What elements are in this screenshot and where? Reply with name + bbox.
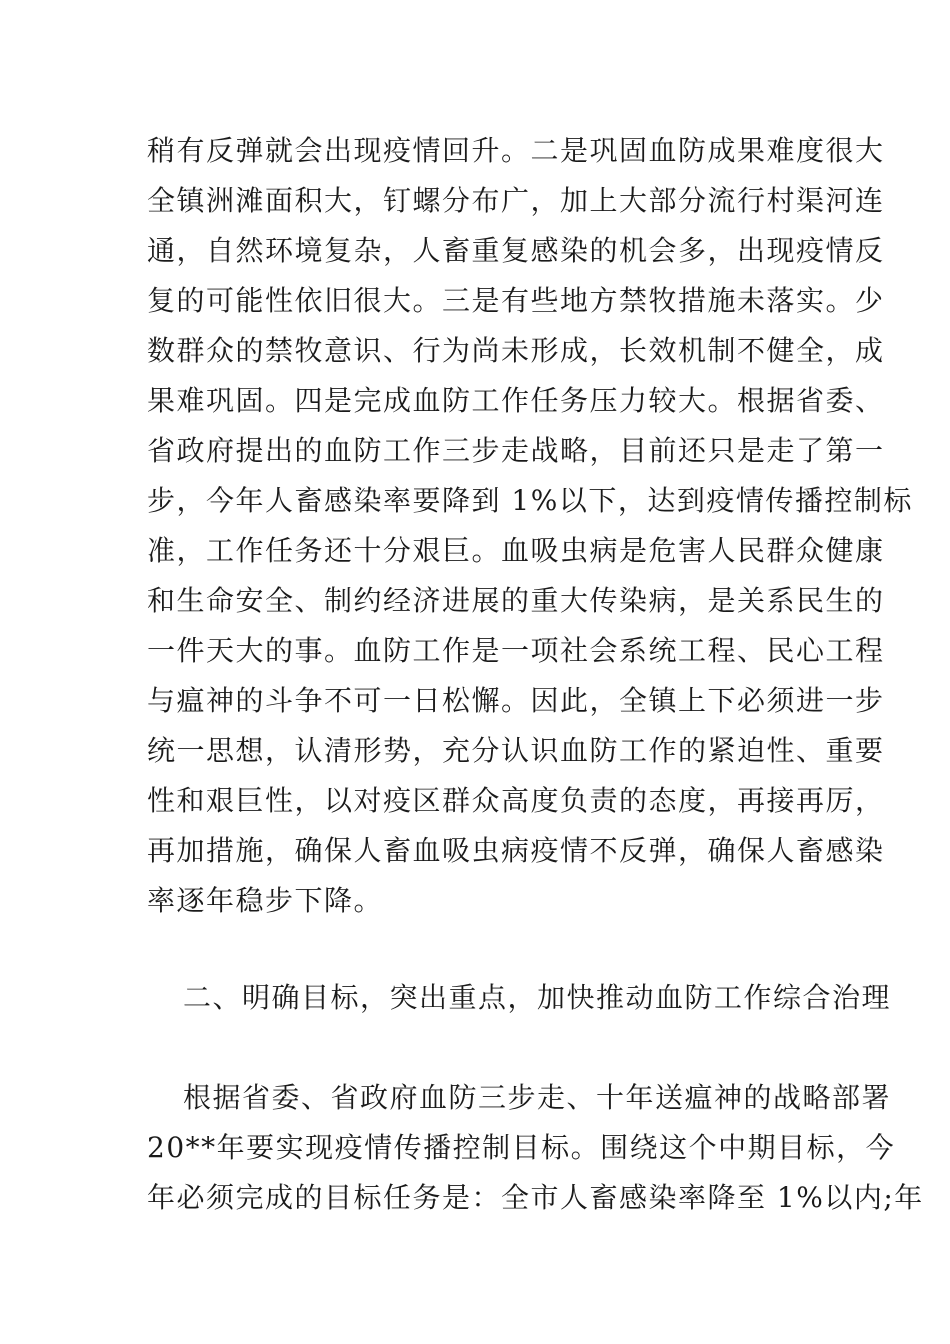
paragraph-1-line-5: 数群众的禁牧意识、行为尚未形成，长效机制不健全，成 — [147, 334, 885, 367]
paragraph-1-line-2: 全镇洲滩面积大，钉螺分布广，加上大部分流行村渠河连 — [147, 184, 885, 217]
paragraph-1-line-4: 复的可能性依旧很大。三是有些地方禁牧措施未落实。少 — [147, 284, 885, 317]
paragraph-1-line-15: 再加措施，确保人畜血吸虫病疫情不反弹，确保人畜感染 — [147, 834, 885, 867]
paragraph-1-line-6: 果难巩固。四是完成血防工作任务压力较大。根据省委、 — [147, 384, 885, 417]
paragraph-1-line-1: 稍有反弹就会出现疫情回升。二是巩固血防成果难度很大 — [147, 134, 885, 167]
paragraph-2-line-1: 根据省委、省政府血防三步走、十年送瘟神的战略部署 — [183, 1081, 892, 1114]
paragraph-1-line-3: 通，自然环境复杂，人畜重复感染的机会多，出现疫情反 — [147, 234, 885, 267]
paragraph-1-line-8: 步，今年人畜感染率要降到 1%以下，达到疫情传播控制标 — [147, 484, 913, 517]
paragraph-1-line-7: 省政府提出的血防工作三步走战略，目前还只是走了第一 — [147, 434, 885, 467]
paragraph-1-line-9: 准，工作任务还十分艰巨。血吸虫病是危害人民群众健康 — [147, 534, 885, 567]
paragraph-1-line-11: 一件天大的事。血防工作是一项社会系统工程、民心工程 — [147, 634, 885, 667]
paragraph-1-line-13: 统一思想，认清形势，充分认识血防工作的紧迫性、重要 — [147, 734, 885, 767]
paragraph-1-line-16: 率逐年稳步下降。 — [147, 884, 384, 917]
paragraph-1-line-12: 与瘟神的斗争不可一日松懈。因此，全镇上下必须进一步 — [147, 684, 885, 717]
paragraph-1-line-14: 性和艰巨性，以对疫区群众高度负责的态度，再接再厉， — [147, 784, 885, 817]
paragraph-1-line-10: 和生命安全、制约经济进展的重大传染病，是关系民生的 — [147, 584, 885, 617]
paragraph-2-line-3: 年必须完成的目标任务是：全市人畜感染率降至 1%以内;年 — [147, 1181, 924, 1214]
paragraph-2-line-2: 20**年要实现疫情传播控制目标。围绕这个中期目标，今 — [147, 1131, 896, 1164]
section-heading: 二、明确目标，突出重点，加快推动血防工作综合治理 — [183, 981, 892, 1014]
